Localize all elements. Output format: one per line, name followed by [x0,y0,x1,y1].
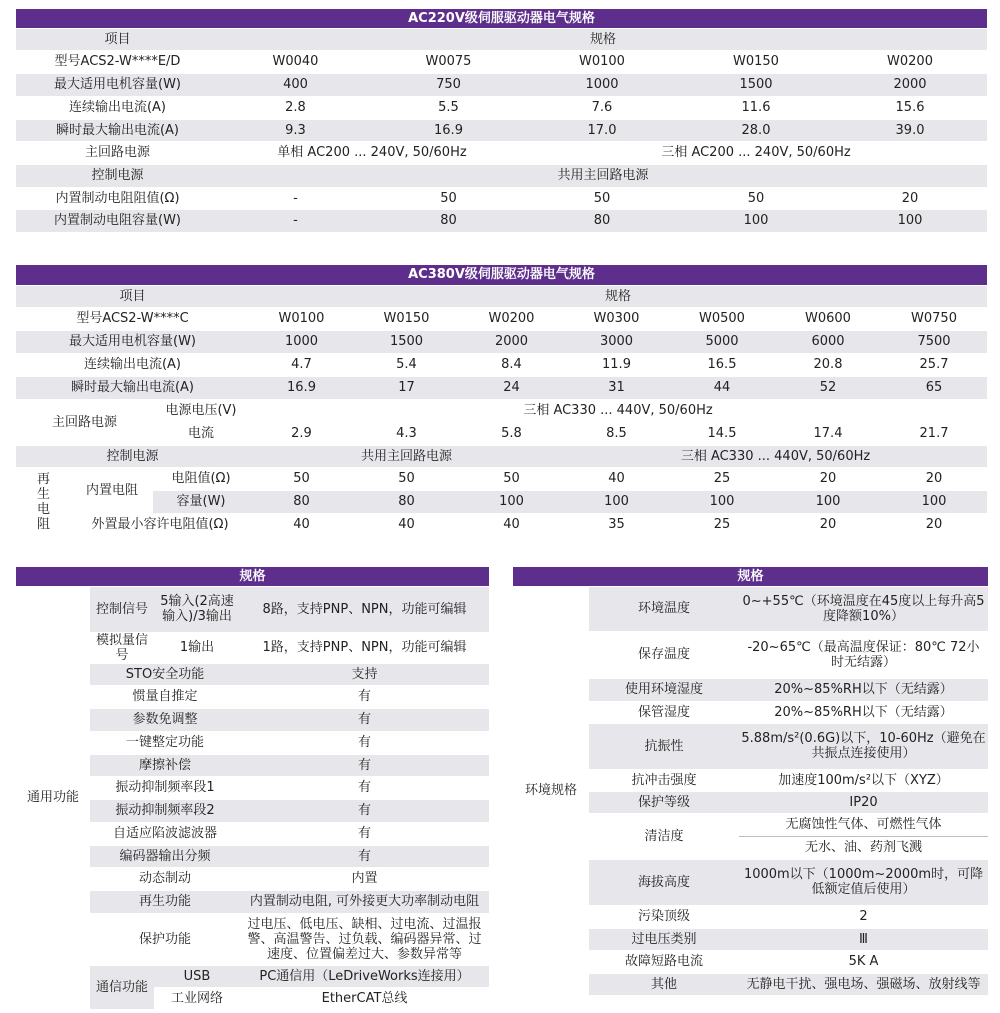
ac220v-spec-table [16,9,987,233]
general-table-title: 规格 [16,567,489,586]
row-label: 瞬时最大输出电流(A) [16,119,219,141]
cell: 内置 [240,867,489,890]
row-label: 自适应陷波滤波器 [90,822,240,845]
cell: W0600 [775,307,881,330]
voltage-label: 电源电压(V) [153,399,249,422]
ctrl-signal-sub: 5输入(2高速输入)/3输出 [154,586,240,632]
cell: 加速度100m/s²以下（XYZ） [739,769,988,791]
cell: W0150 [679,50,833,73]
cell: 有 [240,799,489,822]
cell: 21.7 [881,422,987,445]
cell: 2000 [833,73,987,96]
main-power-three: 三相 AC200 ... 240V, 50/60Hz [525,141,987,164]
cell: 有 [240,845,489,867]
row-label: 动态制动 [90,867,240,890]
cell: 2.9 [249,422,354,445]
protect-label: 保护功能 [90,913,240,965]
row-label: 惯量自推定 [90,685,240,708]
cell: 11.6 [679,96,833,119]
cell: 16.9 [372,119,525,141]
cell: Ⅲ [739,928,988,950]
cell: 100 [881,490,987,513]
regen-label: 再生电阻 [16,467,71,536]
cell: W0075 [372,50,525,73]
ctrl-power-label: 控制电源 [16,445,249,467]
ctrl-power-val: 共用主回路电源 [219,164,987,187]
cell: 17.4 [775,422,881,445]
cell: - [219,187,372,209]
cell: 无静电干扰、强电场、强磁场、放射线等 [739,973,988,995]
usb-label: USB [154,965,240,987]
row-label: 内置制动电阻阻值(Ω) [16,187,219,209]
row-label: 使用环境湿度 [589,678,739,701]
cell: 25 [669,513,775,536]
cell: 7500 [881,330,987,353]
cell: 0~+55℃（环境温度在45度以上每升高5度降额10%） [739,586,988,631]
env-group-label: 环境规格 [513,586,589,995]
cell: 6000 [775,330,881,353]
cell: 52 [775,376,881,399]
item-header: 项目 [16,285,249,307]
cell: 1500 [679,73,833,96]
cell: 有 [240,822,489,845]
main-power-label: 主回路电源 [16,399,153,445]
cell: 25 [669,467,775,490]
cell: 2000 [459,330,564,353]
cell: 16.9 [249,376,354,399]
row-label: STO安全功能 [90,663,240,685]
cell: 44 [669,376,775,399]
cell: 24 [459,376,564,399]
net-label: 工业网络 [154,987,240,1009]
cell: 11.9 [564,353,669,376]
cell: 7.6 [525,96,679,119]
cell: 9.3 [219,119,372,141]
row-label: 保管湿度 [589,701,739,723]
ext-res-label: 外置最小容许电阻值(Ω) [71,513,249,536]
cell: 50 [679,187,833,209]
ctrl-three-val: 三相 AC330 ... 440V, 50/60Hz [564,445,987,467]
cell: 35 [564,513,669,536]
cell: 有 [240,708,489,731]
cell: - [219,209,372,232]
main-power-label: 主回路电源 [16,141,219,164]
row-label: 型号ACS2-W****E/D [16,50,219,73]
voltage-val: 三相 AC330 ... 440V, 50/60Hz [249,399,987,422]
cell: 40 [459,513,564,536]
row-label: 参数免调整 [90,708,240,731]
cell: 有 [240,685,489,708]
row-label: 瞬时最大输出电流(A) [16,376,249,399]
cell: 1500 [354,330,459,353]
cell: 2.8 [219,96,372,119]
cell: 50 [372,187,525,209]
cell: 20.8 [775,353,881,376]
cell: 15.6 [833,96,987,119]
cell: 50 [525,187,679,209]
analog-sub: 1输出 [154,632,240,663]
net-val: EtherCAT总线 [240,987,489,1009]
cell: 400 [219,73,372,96]
cell: W0750 [881,307,987,330]
cell: W0500 [669,307,775,330]
cell: 31 [564,376,669,399]
cell: 80 [249,490,354,513]
ac380v-table-title: AC380V级伺服驱动器电气规格 [16,265,987,285]
row-label: 连续输出电流(A) [16,353,249,376]
ctrl-power-label: 控制电源 [16,164,219,187]
usb-val: PC通信用（LeDriveWorks连接用） [240,965,489,987]
cell: 内置制动电阻, 可外接更大功率制动电阻 [240,890,489,913]
cell: 1000m以下（1000m~2000m时，可降低额定值后使用） [739,859,988,905]
cell: 5000 [669,330,775,353]
row-label: 编码器输出分频 [90,845,240,867]
ctrl-signal-val: 8路，支持PNP、NPN，功能可编辑 [240,586,489,632]
general-group-label: 通用功能 [16,586,90,1009]
builtin-label: 内置电阻 [71,467,153,513]
cell: 8.5 [564,422,669,445]
cell: 20 [775,513,881,536]
cell: 80 [354,490,459,513]
row-label: 最大适用电机容量(W) [16,330,249,353]
row-label: 海拔高度 [589,859,739,905]
cell: 40 [249,513,354,536]
cell: 有 [240,754,489,776]
cell: 4.3 [354,422,459,445]
spec-header: 规格 [249,285,987,307]
ctrl-shared-val: 共用主回路电源 [249,445,564,467]
cell: 80 [525,209,679,232]
analog-val: 1路，支持PNP、NPN，功能可编辑 [240,632,489,663]
cell: 40 [564,467,669,490]
clean-val-1: 无腐蚀性气体、可燃性气体 [739,813,988,836]
cell: 1000 [249,330,354,353]
cell: 有 [240,776,489,799]
cell: 20%~85%RH以下（无结露） [739,701,988,723]
cell: 5.5 [372,96,525,119]
cell: 20%~85%RH以下（无结露） [739,678,988,701]
cell: 28.0 [679,119,833,141]
cell: 100 [833,209,987,232]
row-label: 再生功能 [90,890,240,913]
cell: 20 [881,513,987,536]
cell: 3000 [564,330,669,353]
cell: 14.5 [669,422,775,445]
ctrl-signal-label: 控制信号 [90,586,154,632]
cell: 80 [372,209,525,232]
ac380v-spec-table [16,265,987,537]
cell: 1000 [525,73,679,96]
cell: 100 [775,490,881,513]
res-label: 电阻值(Ω) [153,467,249,490]
cell: 16.5 [669,353,775,376]
row-label: 保护等级 [589,791,739,813]
row-label: 抗振性 [589,723,739,769]
row-label: 摩擦补偿 [90,754,240,776]
general-function-table [16,567,489,1010]
cell: 8.4 [459,353,564,376]
cell: 20 [775,467,881,490]
cell: 25.7 [881,353,987,376]
cell: W0100 [525,50,679,73]
cell: 39.0 [833,119,987,141]
cell: W0100 [249,307,354,330]
row-label: 型号ACS2-W****C [16,307,249,330]
cell: 100 [669,490,775,513]
cell: 2 [739,905,988,928]
cell: -20~65℃（最高温度保证：80℃ 72小时无结露） [739,631,988,678]
row-label: 污染顶级 [589,905,739,928]
cell: 5.4 [354,353,459,376]
cell: 17 [354,376,459,399]
cell: 20 [881,467,987,490]
item-header: 项目 [16,28,219,50]
row-label: 抗冲击强度 [589,769,739,791]
cell: W0300 [564,307,669,330]
cell: 40 [354,513,459,536]
env-table-title: 规格 [513,567,988,586]
current-label: 电流 [153,422,249,445]
cell: IP20 [739,791,988,813]
cell: 50 [354,467,459,490]
row-label: 一键整定功能 [90,731,240,754]
spec-header: 规格 [219,28,987,50]
environment-table [513,567,988,996]
row-label: 振动抑制频率段1 [90,776,240,799]
cell: 50 [459,467,564,490]
cell: 100 [564,490,669,513]
clean-label: 清洁度 [589,813,739,859]
main-power-single: 单相 AC200 ... 240V, 50/60Hz [219,141,525,164]
cell: 有 [240,731,489,754]
row-label: 内置制动电阻容量(W) [16,209,219,232]
cell: 750 [372,73,525,96]
protect-val: 过电压、低电压、缺相、过电流、过温报警、高温警告、过负载、编码器异常、过速度、位置偏差过大、参数异常等 [240,913,489,965]
cell: 65 [881,376,987,399]
cell: 50 [249,467,354,490]
row-label: 环境温度 [589,586,739,631]
comm-label: 通信功能 [90,965,154,1009]
cell: W0040 [219,50,372,73]
cell: 20 [833,187,987,209]
row-label: 最大适用电机容量(W) [16,73,219,96]
row-label: 连续输出电流(A) [16,96,219,119]
cell: 支持 [240,663,489,685]
row-label: 振动抑制频率段2 [90,799,240,822]
ac220v-table-title: AC220V级伺服驱动器电气规格 [16,9,987,28]
analog-label: 模拟量信号 [90,632,154,663]
cell: W0200 [833,50,987,73]
row-label: 过电压类别 [589,928,739,950]
cell: 5.8 [459,422,564,445]
cell: W0150 [354,307,459,330]
clean-val-2: 无水、油、药剂飞溅 [739,836,988,859]
cell: 5K A [739,950,988,973]
row-label: 其他 [589,973,739,995]
cap-label: 容量(W) [153,490,249,513]
cell: 100 [459,490,564,513]
row-label: 保存温度 [589,631,739,678]
cell: 17.0 [525,119,679,141]
cell: 4.7 [249,353,354,376]
cell: 5.88m/s²(0.6G)以下，10-60Hz（避免在共振点连接使用） [739,723,988,769]
cell: W0200 [459,307,564,330]
cell: 100 [679,209,833,232]
row-label: 故障短路电流 [589,950,739,973]
